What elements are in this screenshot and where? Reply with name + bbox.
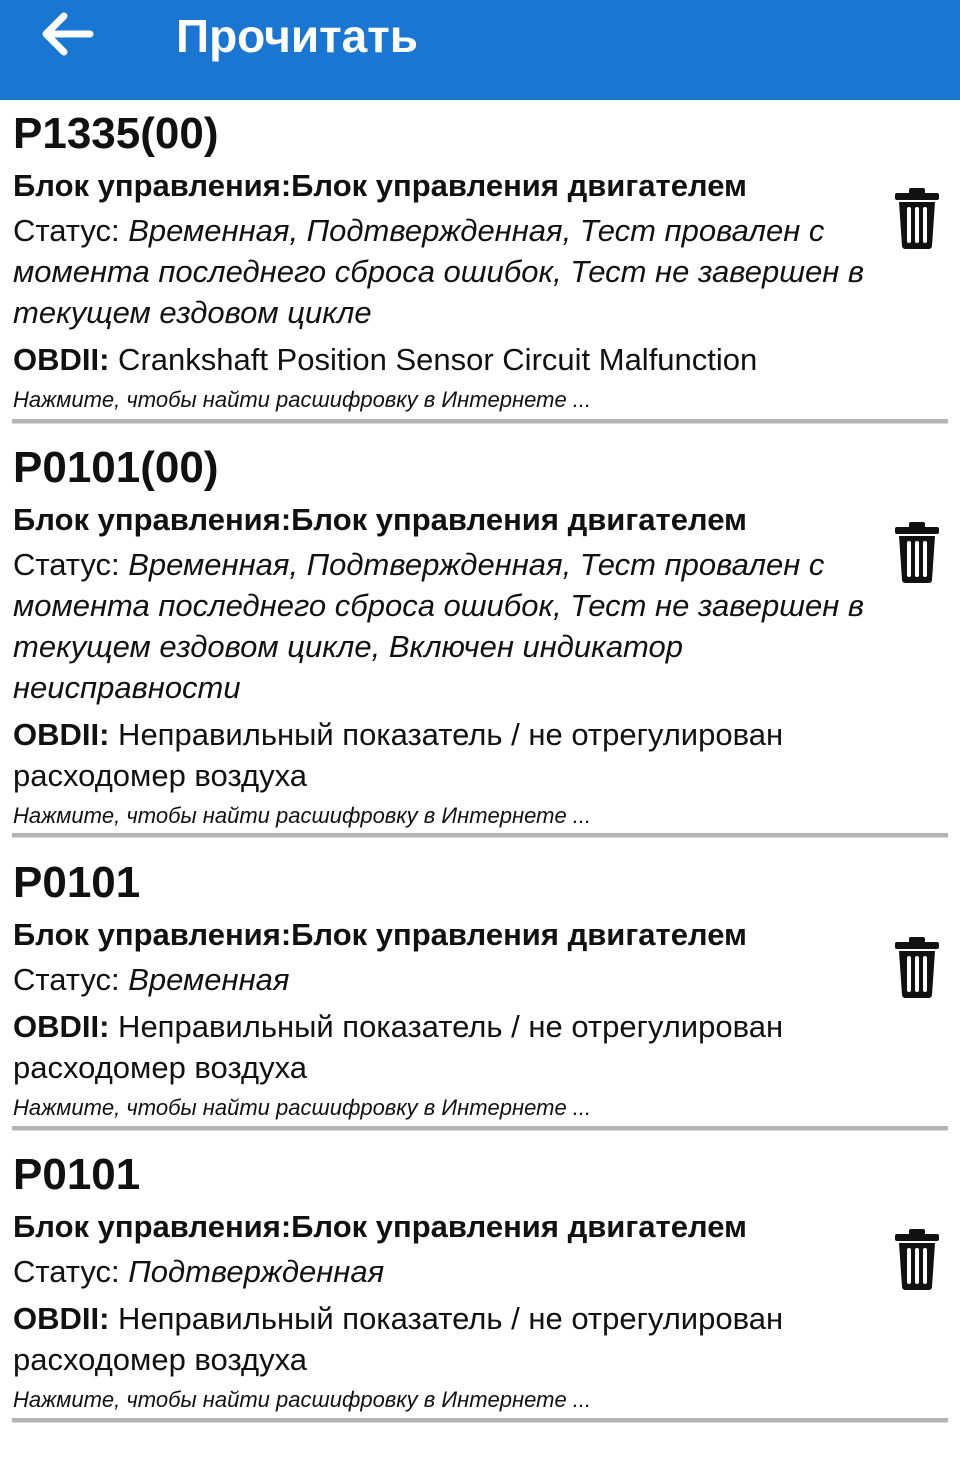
back-button[interactable] <box>36 6 100 62</box>
delete-button[interactable] <box>893 186 941 250</box>
obd-text: Неправильный показатель / не отрегулирован расходомер воздуха <box>13 1301 784 1377</box>
trouble-code-card[interactable] <box>0 108 960 424</box>
status-label: Статус: <box>13 213 129 248</box>
trouble-code: P0101(00) <box>13 443 219 492</box>
search-online-hint[interactable]: Нажмите, чтобы найти расшифровку в Интернете ... <box>13 803 592 828</box>
trash-icon <box>893 520 941 584</box>
obd-label: OBDII: <box>13 717 110 752</box>
divider <box>12 1418 948 1423</box>
status-line <box>13 210 873 333</box>
search-online-hint[interactable]: Нажмите, чтобы найти расшифровку в Интернете ... <box>13 1387 592 1412</box>
trash-icon <box>893 1227 941 1291</box>
divider <box>12 1126 948 1131</box>
delete-button[interactable] <box>893 1227 941 1291</box>
obd-text: Crankshaft Position Sensor Circuit Malfunction <box>109 342 758 377</box>
trouble-code: P0101 <box>13 1150 141 1199</box>
obd-description <box>13 714 873 796</box>
obd-label: OBDII: <box>13 1009 110 1044</box>
arrow-back-icon <box>36 6 100 62</box>
status-line <box>13 959 873 1000</box>
obd-description <box>13 1298 873 1380</box>
obd-label: OBDII: <box>13 342 110 377</box>
trash-icon <box>893 935 941 999</box>
search-online-hint[interactable]: Нажмите, чтобы найти расшифровку в Интернете ... <box>13 387 592 412</box>
status-value: Временная, Подтвержденная, Тест провален с момента последнего сброса ошибок, Тест не завершен в текущем ездовом цикле, Включен индикатор неисправности <box>13 547 865 705</box>
obd-description <box>13 339 873 380</box>
delete-button[interactable] <box>893 520 941 584</box>
status-value: Подтвержденная <box>128 1254 385 1289</box>
control-module: Блок управления:Блок управления двигателем <box>13 168 747 203</box>
trouble-code: P0101 <box>13 858 141 907</box>
search-online-hint[interactable]: Нажмите, чтобы найти расшифровку в Интернете ... <box>13 1095 592 1120</box>
status-label: Статус: <box>13 1254 129 1289</box>
status-value: Временная <box>128 962 290 997</box>
trouble-code: P1335(00) <box>13 109 219 158</box>
obd-text: Неправильный показатель / не отрегулирован расходомер воздуха <box>13 717 784 793</box>
app-bar <box>0 0 960 100</box>
status-label: Статус: <box>13 547 129 582</box>
trouble-code-card[interactable] <box>0 442 960 832</box>
trash-icon <box>893 186 941 250</box>
control-module: Блок управления:Блок управления двигателем <box>13 1209 747 1244</box>
obd-description <box>13 1006 873 1088</box>
control-module: Блок управления:Блок управления двигателем <box>13 502 747 537</box>
status-line <box>13 544 873 708</box>
status-line <box>13 1251 873 1292</box>
page-title: Прочитать <box>176 10 419 62</box>
divider <box>12 419 948 424</box>
control-module: Блок управления:Блок управления двигателем <box>13 917 747 952</box>
trouble-code-card[interactable] <box>0 857 960 1127</box>
trouble-code-card[interactable] <box>0 1149 960 1419</box>
delete-button[interactable] <box>893 935 941 999</box>
obd-label: OBDII: <box>13 1301 110 1336</box>
obd-text: Неправильный показатель / не отрегулирован расходомер воздуха <box>13 1009 784 1085</box>
divider <box>12 833 948 838</box>
status-value: Временная, Подтвержденная, Тест провален с момента последнего сброса ошибок, Тест не завершен в текущем ездовом цикле <box>13 213 865 330</box>
status-label: Статус: <box>13 962 129 997</box>
